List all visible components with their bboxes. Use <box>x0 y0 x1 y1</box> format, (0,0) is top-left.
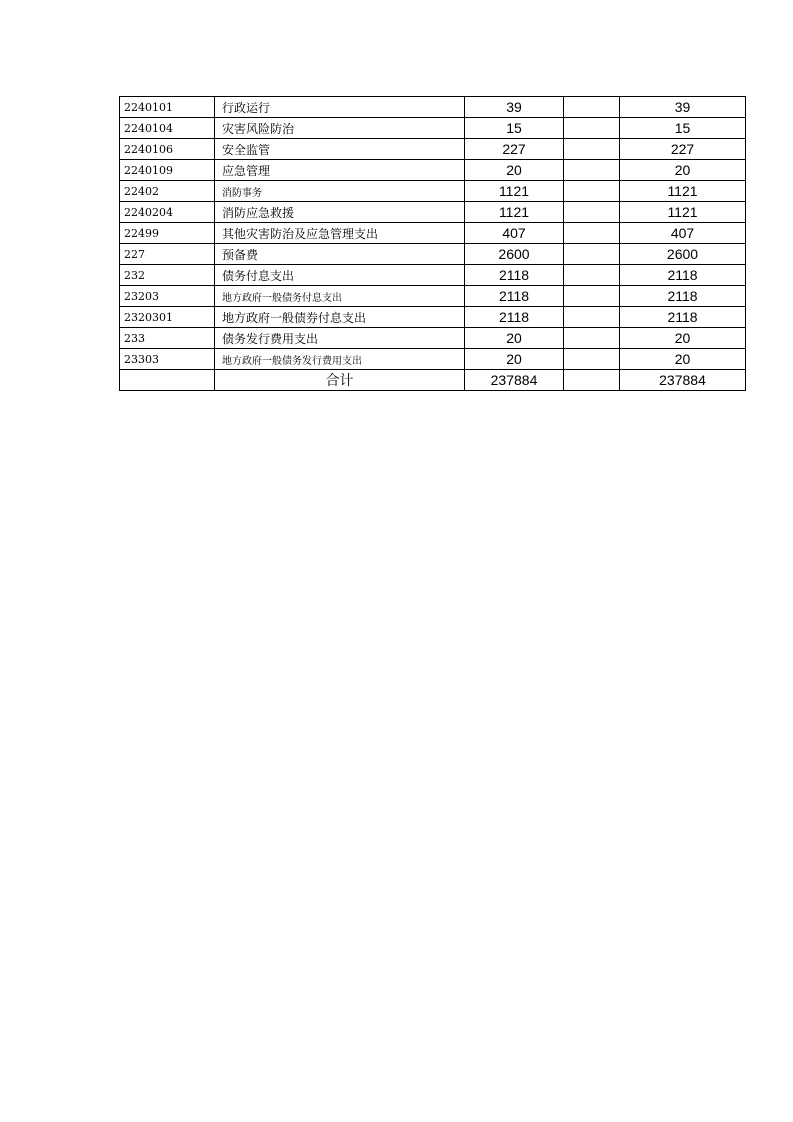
blank-cell <box>564 139 620 160</box>
name-cell: 安全监管 <box>215 139 465 160</box>
name-cell: 预备费 <box>215 244 465 265</box>
total-label: 合计 <box>215 370 465 391</box>
total-cell: 1121 <box>620 181 746 202</box>
amount-cell: 2600 <box>465 244 564 265</box>
total-total-cell: 237884 <box>620 370 746 391</box>
table-row <box>120 328 746 349</box>
total-cell: 2118 <box>620 286 746 307</box>
code-cell: 23303 <box>120 349 215 370</box>
table-row <box>120 139 746 160</box>
blank-cell <box>564 160 620 181</box>
amount-cell: 1121 <box>465 181 564 202</box>
total-cell: 20 <box>620 349 746 370</box>
total-cell: 2118 <box>620 307 746 328</box>
table-row <box>120 181 746 202</box>
total-cell: 407 <box>620 223 746 244</box>
amount-cell: 407 <box>465 223 564 244</box>
blank-cell <box>564 181 620 202</box>
name-cell: 应急管理 <box>215 160 465 181</box>
total-cell: 2600 <box>620 244 746 265</box>
table-row <box>120 160 746 181</box>
name-cell: 消防应急救援 <box>215 202 465 223</box>
name-cell: 灾害风险防治 <box>215 118 465 139</box>
table-row <box>120 349 746 370</box>
total-amount-cell: 237884 <box>465 370 564 391</box>
blank-cell <box>564 118 620 139</box>
code-cell: 233 <box>120 328 215 349</box>
total-cell: 20 <box>620 328 746 349</box>
table-row <box>120 223 746 244</box>
code-cell: 22402 <box>120 181 215 202</box>
blank-cell <box>564 349 620 370</box>
table-row <box>120 118 746 139</box>
name-cell: 债务发行费用支出 <box>215 328 465 349</box>
total-row <box>120 370 746 391</box>
code-cell: 232 <box>120 265 215 286</box>
blank-cell <box>564 307 620 328</box>
name-cell: 地方政府一般债券付息支出 <box>215 307 465 328</box>
total-code-cell <box>120 370 215 391</box>
amount-cell: 1121 <box>465 202 564 223</box>
name-cell: 地方政府一般债务发行费用支出 <box>215 349 465 370</box>
table-row <box>120 265 746 286</box>
amount-cell: 39 <box>465 97 564 118</box>
name-cell: 债务付息支出 <box>215 265 465 286</box>
blank-cell <box>564 286 620 307</box>
name-cell: 地方政府一般债务付息支出 <box>215 286 465 307</box>
amount-cell: 2118 <box>465 265 564 286</box>
amount-cell: 20 <box>465 349 564 370</box>
code-cell: 2240204 <box>120 202 215 223</box>
amount-cell: 227 <box>465 139 564 160</box>
total-cell: 20 <box>620 160 746 181</box>
table-row <box>120 307 746 328</box>
code-cell: 227 <box>120 244 215 265</box>
blank-cell <box>564 223 620 244</box>
table-row <box>120 97 746 118</box>
code-cell: 2240109 <box>120 160 215 181</box>
code-cell: 2240106 <box>120 139 215 160</box>
budget-table <box>119 96 746 391</box>
blank-cell <box>564 328 620 349</box>
code-cell: 2320301 <box>120 307 215 328</box>
amount-cell: 2118 <box>465 286 564 307</box>
total-blank-cell <box>564 370 620 391</box>
total-cell: 1121 <box>620 202 746 223</box>
table-body <box>120 97 746 391</box>
table-row <box>120 202 746 223</box>
blank-cell <box>564 202 620 223</box>
name-cell: 消防事务 <box>215 181 465 202</box>
amount-cell: 2118 <box>465 307 564 328</box>
code-cell: 23203 <box>120 286 215 307</box>
total-cell: 15 <box>620 118 746 139</box>
code-cell: 2240101 <box>120 97 215 118</box>
blank-cell <box>564 97 620 118</box>
amount-cell: 20 <box>465 328 564 349</box>
code-cell: 22499 <box>120 223 215 244</box>
amount-cell: 20 <box>465 160 564 181</box>
total-cell: 227 <box>620 139 746 160</box>
name-cell: 行政运行 <box>215 97 465 118</box>
blank-cell <box>564 265 620 286</box>
total-cell: 2118 <box>620 265 746 286</box>
table-row <box>120 244 746 265</box>
total-cell: 39 <box>620 97 746 118</box>
code-cell: 2240104 <box>120 118 215 139</box>
name-cell: 其他灾害防治及应急管理支出 <box>215 223 465 244</box>
table-row <box>120 286 746 307</box>
amount-cell: 15 <box>465 118 564 139</box>
blank-cell <box>564 244 620 265</box>
